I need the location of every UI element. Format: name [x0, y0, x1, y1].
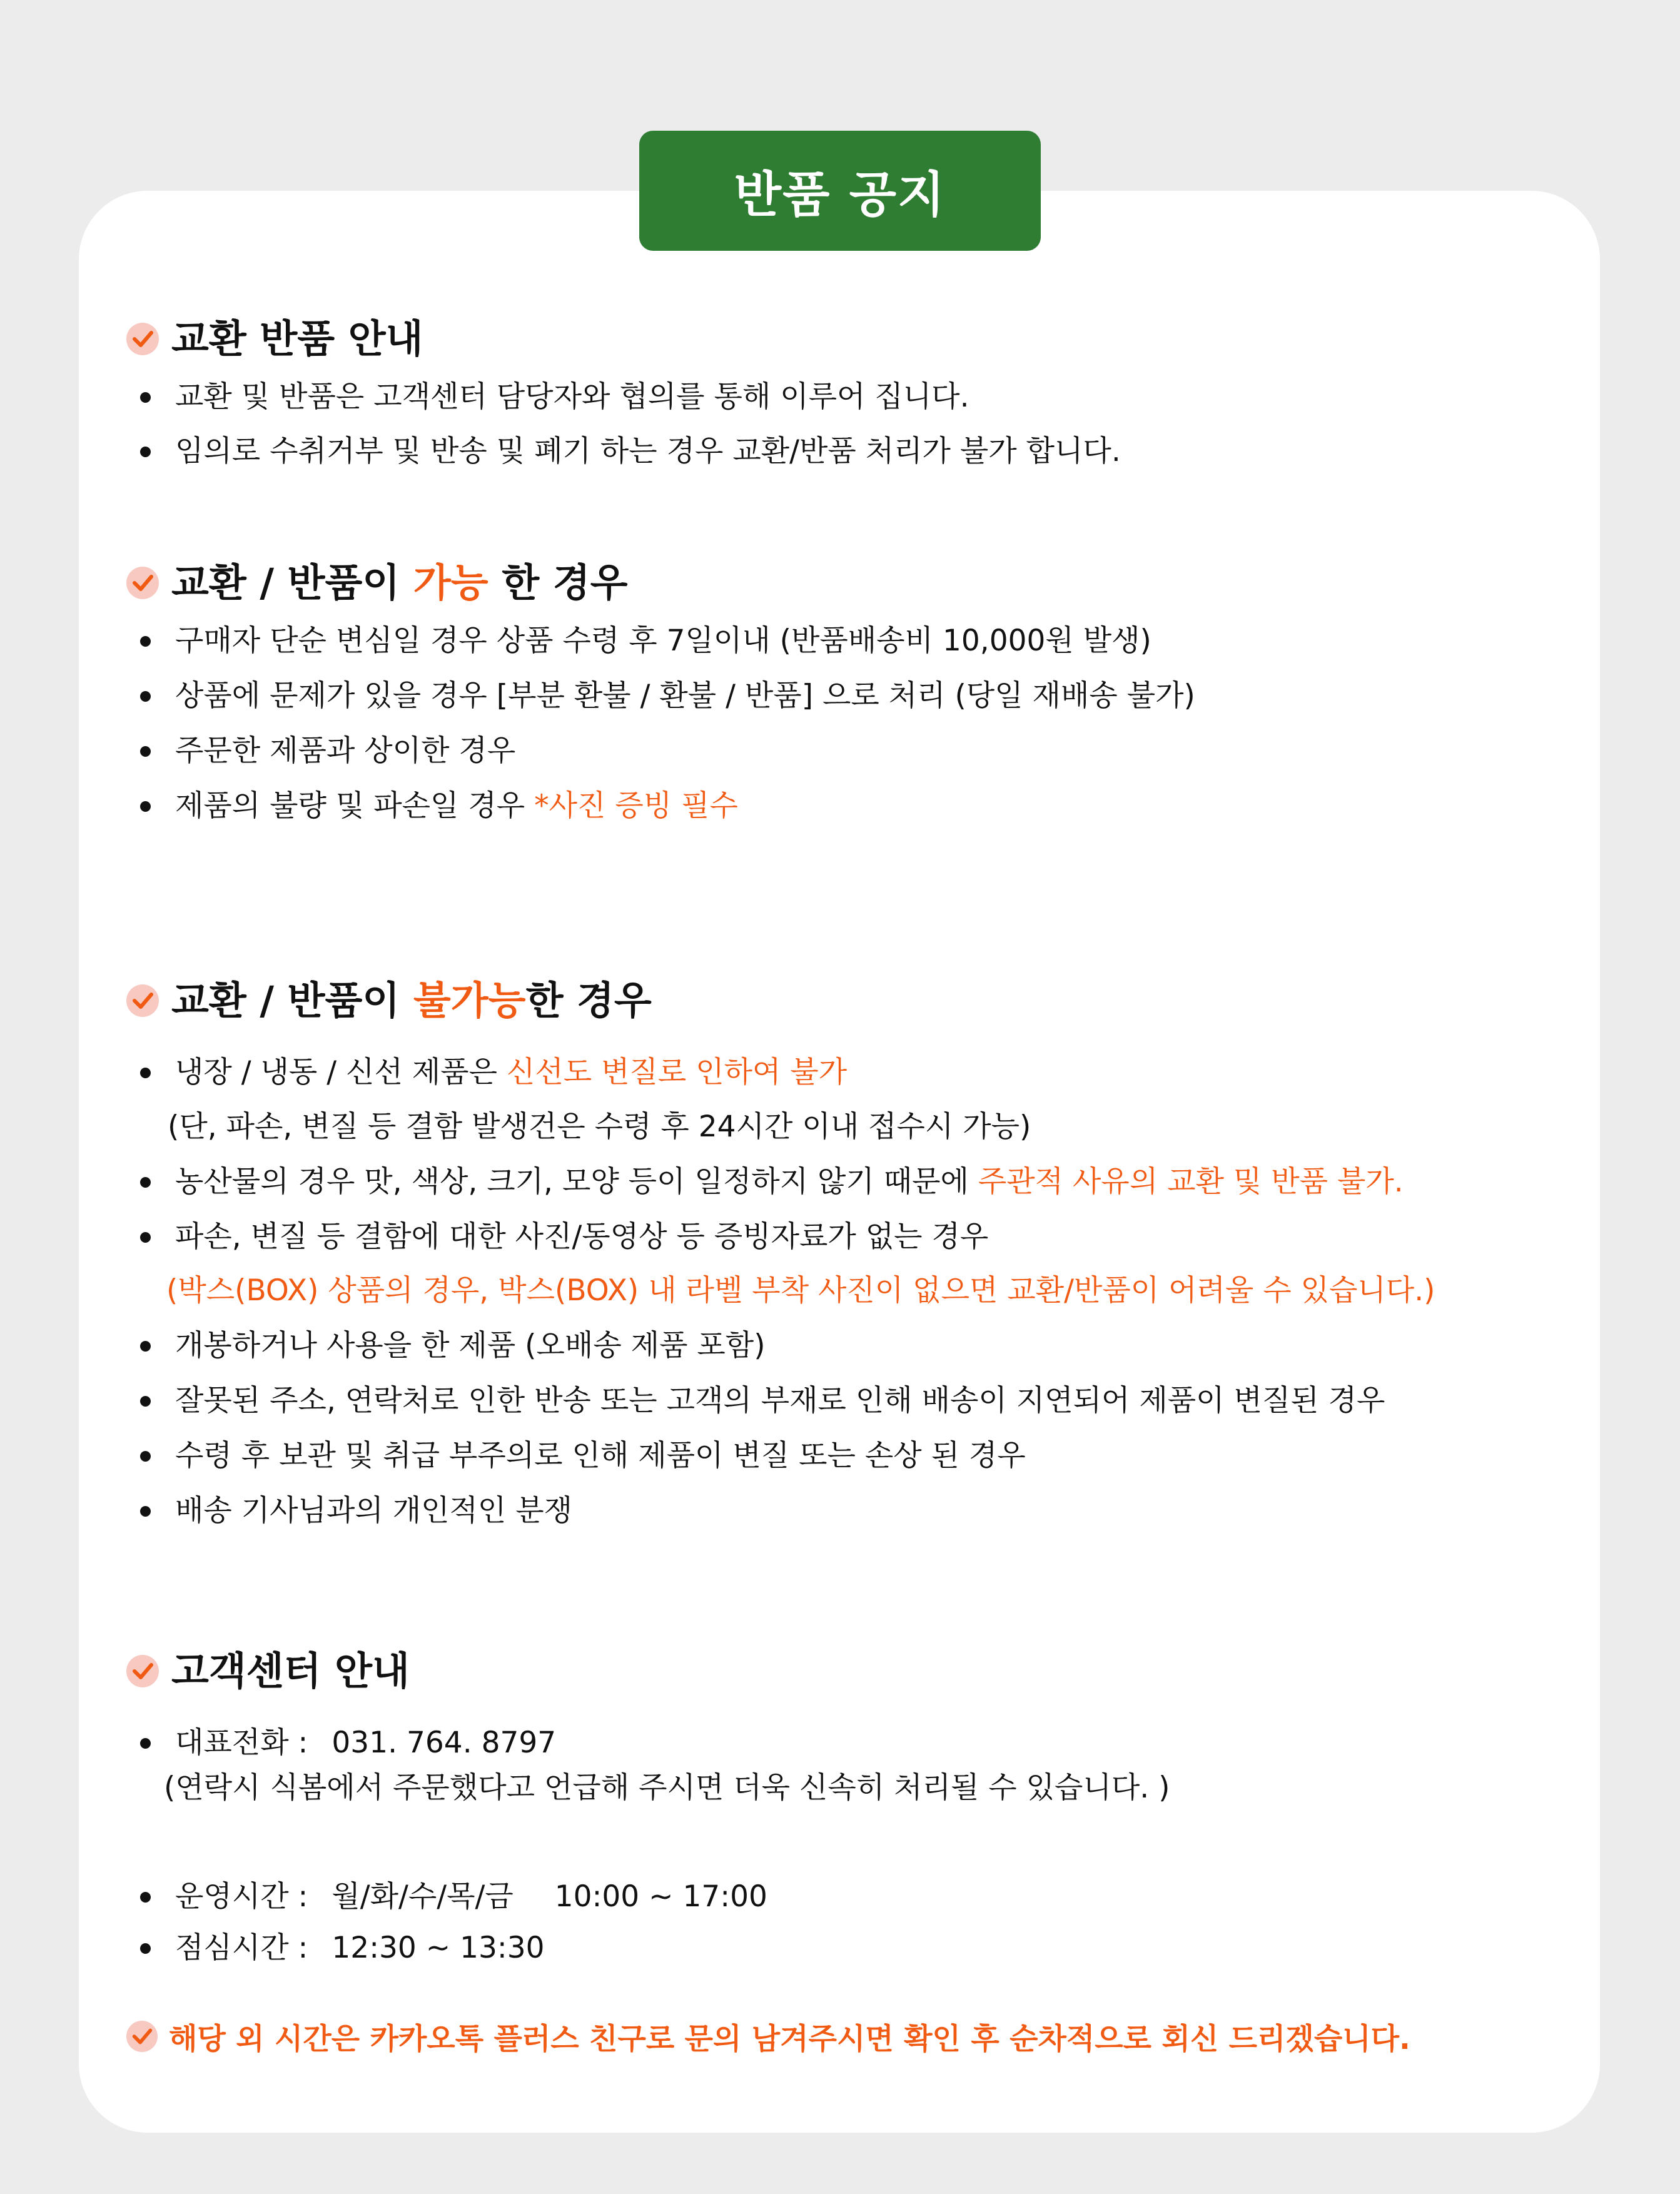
- phone-note: (연락시 식봄에서 주문했다고 언급해 주시면 더욱 신속히 처리될 수 있습니다. ): [164, 1771, 1170, 1805]
- phone-row: [126, 1724, 1552, 1762]
- list-item: 제품의 불량 및 파손일 경우 *사진 증빙 필수: [126, 787, 1552, 825]
- section-heading: [126, 1643, 1552, 1699]
- title-highlight: 가능: [413, 560, 488, 605]
- hours-days: 월/화/수/목/금: [331, 1879, 514, 1914]
- list-item: 수령 후 보관 및 취급 부주의로 인해 제품이 변질 또는 손상 된 경우: [126, 1437, 1552, 1475]
- hours-row: [126, 1878, 1552, 1916]
- lunch-row: [126, 1929, 1552, 1967]
- list-item: 잘못된 주소, 연락처로 인한 반송 또는 고객의 부재로 인해 배송이 지연되어 제품이 변질된 경우: [126, 1382, 1552, 1420]
- banner-title: 반품 공지: [639, 131, 1041, 251]
- kakao-note-text: 해당 외 시간은 카카오톡 플러스 친구로 문의 남겨주시면 확인 후 순차적으로 회신 드리겠습니다.: [169, 2021, 1410, 2056]
- list-subnote: (박스(BOX) 상품의 경우, 박스(BOX) 내 라벨 부착 사진이 없으면 교환/반품이 어려울 수 있습니다.): [166, 1273, 1435, 1308]
- impossible-list: [126, 1054, 1552, 1530]
- list-item: 파손, 변질 등 결함에 대한 사진/동영상 등 증빙자료가 없는 경우: [126, 1218, 1552, 1256]
- section-heading: [126, 973, 1552, 1029]
- phone-label: 대표전화 :: [175, 1726, 308, 1760]
- kakao-note: [126, 2015, 1410, 2058]
- title-highlight: 불가능: [413, 978, 526, 1023]
- section-title: 교환 / 반품이 가능 한 경우: [171, 560, 628, 605]
- check-circle-icon: [126, 567, 159, 599]
- check-circle-icon: [126, 2021, 158, 2052]
- section-title: 교환 / 반품이 불가능한 경우: [171, 978, 652, 1023]
- list-item: 농산물의 경우 맛, 색상, 크기, 모양 등이 일정하지 않기 때문에 주관적 사유의 교환 및 반품 불가.: [126, 1163, 1552, 1201]
- section-title: 고객센터 안내: [171, 1648, 410, 1694]
- phone-number: 031. 764. 8797: [331, 1726, 557, 1760]
- section-impossible: [126, 973, 1552, 1530]
- list-item: 개봉하거나 사용을 한 제품 (오배송 제품 포함): [126, 1327, 1552, 1365]
- list-item: 배송 기사님과의 개인적인 분쟁: [126, 1492, 1552, 1530]
- section-heading: [126, 311, 1552, 367]
- exchange-info-list: [126, 378, 1552, 470]
- section-exchange-info: [126, 311, 1552, 470]
- hours-label: 운영시간 :: [175, 1879, 308, 1914]
- lunch-time: 12:30 ~ 13:30: [331, 1931, 545, 1965]
- section-customer-center: [126, 1643, 1552, 1967]
- list-item: 구매자 단순 변심일 경우 상품 수령 후 7일이내 (반품배송비 10,000원 발생): [126, 622, 1552, 660]
- lunch-label: 점심시간 :: [175, 1931, 308, 1965]
- list-item: 냉장 / 냉동 / 신선 제품은 신선도 변질로 인하여 불가: [126, 1054, 1552, 1091]
- check-circle-icon: [126, 323, 159, 355]
- list-item: 임의로 수취거부 및 반송 및 폐기 하는 경우 교환/반품 처리가 불가 합니다.: [126, 433, 1552, 470]
- hours-time: 10:00 ~ 17:00: [554, 1879, 767, 1914]
- section-title: 교환 반품 안내: [171, 316, 423, 361]
- list-subnote: (단, 파손, 변질 등 결함 발생건은 수령 후 24시간 이내 접수시 가능): [168, 1110, 1031, 1144]
- check-circle-icon: [126, 1655, 159, 1687]
- customer-center-list: [126, 1724, 1552, 1967]
- list-item: 상품에 문제가 있을 경우 [부분 환불 / 환불 / 반품] 으로 처리 (당일 재배송 불가): [126, 677, 1552, 715]
- possible-list: [126, 622, 1552, 825]
- photo-required-note: *사진 증빙 필수: [534, 789, 738, 823]
- section-heading: [126, 555, 1552, 611]
- list-item: 교환 및 반품은 고객센터 담당자와 협의를 통해 이루어 집니다.: [126, 378, 1552, 416]
- check-circle-icon: [126, 984, 159, 1017]
- list-item: 주문한 제품과 상이한 경우: [126, 732, 1552, 770]
- section-possible: [126, 555, 1552, 825]
